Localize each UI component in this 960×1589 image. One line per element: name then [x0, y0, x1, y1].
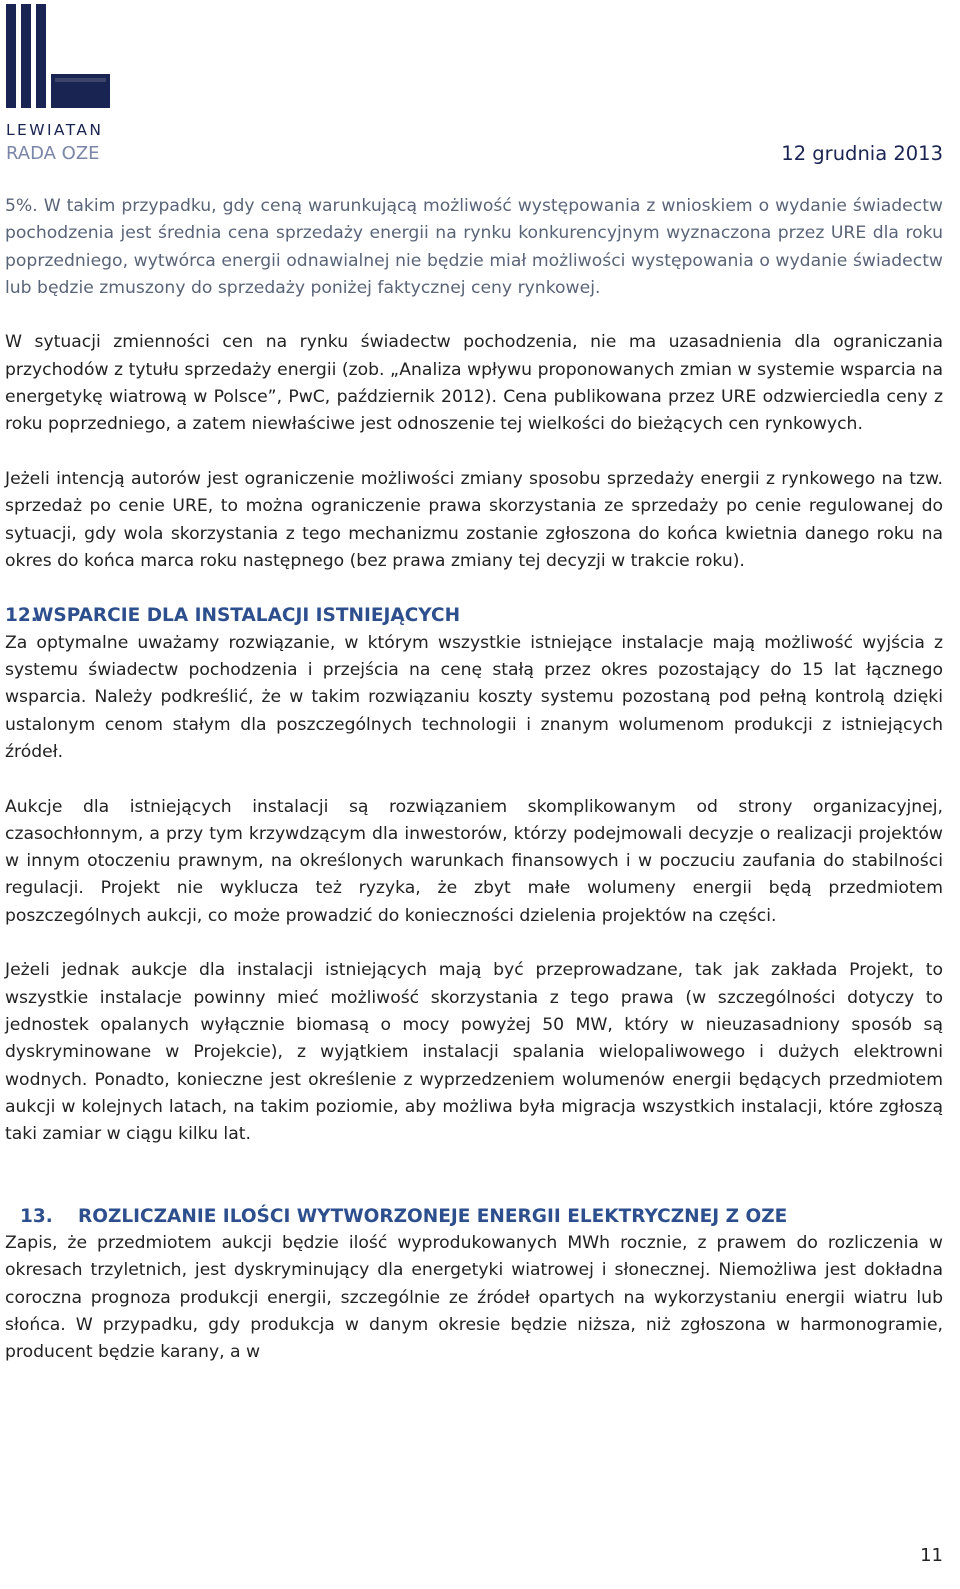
- paragraph-regulated-sale: Jeżeli intencją autorów jest ograniczenie możliwości zmiany sposobu sprzedaży energii z rynkowego na tzw. sprzedaż po cenie URE, to można ograniczenie prawa skorzystania ze sprzedaży po cenie regulowanej do sytuacji, gdy wola skorzystania z tego mechanizmu zostanie zgłoszona do końca kwietnia danego roku na okres do końca marca roku następnego (bez prawa zmiany tej decyzji w trakcie roku).: [5, 468, 943, 571]
- page-header: [0, 0, 960, 175]
- logo-subtitle: RADA OZE: [6, 143, 100, 164]
- section-12-paragraph-1: Za optymalne uważamy rozwiązanie, w którym wszystkie istniejące instalacje mają możliwość wyjścia z systemu świadectw pochodzenia i przejścia na cenę stałą przez okres pozostający do 15 lat łącznego wsparcia. Należy podkreślić, że w takim rozwiązaniu koszty systemu pozostaną pod pełną kontrolą dzięki ustalonym cenom stałym dla poszczególnych technologii i znanym wolumenom produkcji z istniejących źródeł.: [5, 632, 943, 762]
- section-12-number: 12.: [5, 605, 38, 627]
- document-body: [5, 193, 943, 1366]
- section-13-heading: [5, 1203, 943, 1230]
- section-12-paragraph-3: Jeżeli jednak aukcje dla instalacji istniejących mają być przeprowadzane, tak jak zakłada Projekt, to wszystkie instalacje powinny mieć możliwość skorzystania z tego prawa (w szczególności dotyczy to jednostek opalanych wyłącznie biomasą o mocy powyżej 50 MW, który w nieuzasadniony sposób są dyskryminowane w Projekcie), z wyjątkiem instalacji spalania wielopaliwowego i dużych elektrowni wodnych. Ponadto, konieczne jest określenie z wyprzedzeniem wolumenów energii będących przedmiotem aukcji w kolejnych latach, na takim poziomie, aby możliwa była migracja wszystkich instalacji, które zgłoszą taki zamiar w ciągu kilku lat.: [5, 960, 943, 1145]
- page-number: 11: [920, 1545, 943, 1566]
- paragraph-threshold-price: 5%. W takim przypadku, gdy ceną warunkującą możliwość występowania z wnioskiem o wydanie świadectw pochodzenia jest średnia cena sprzedaży energii na rynku konkurencyjnym wyznaczona przez URE dla roku poprzedniego, wytwórca energii odnawialnej nie będzie miał możliwości występowania o wydanie świadectw lub będzie zmuszony do sprzedaży poniżej faktycznej ceny rynkowej.: [5, 196, 943, 298]
- section-spacer: [5, 1176, 943, 1203]
- document-date: 12 grudnia 2013: [781, 142, 943, 165]
- section-13-paragraph-1: Zapis, że przedmiotem aukcji będzie ilość wyprodukowanych MWh rocznie, z prawem do rozliczenia w okresach trzyletnich, jest dyskryminujący dla energetyki wiatrowej i słonecznej. Niemożliwa jest dokładna coroczna prognoza produkcji energii, szczególnie ze źródeł opartych na wykorzystaniu energii wiatru lub słońca. W przypadku, gdy produkcja w danym okresie będzie niższa, niż zgłoszona w harmonogramie, producent będzie karany, a w: [5, 1232, 943, 1363]
- section-12-paragraph-2: Aukcje dla istniejących instalacji są rozwiązaniem skomplikowanym od strony organizacyjnej, czasochłonnym, a przy tym krzywdzącym dla inwestorów, którzy podejmowali decyzje o realizacji projektów w innym otoczeniu prawnym, na określonych warunkach finansowych i w poczuciu zaufania do stabilności regulacji. Projekt nie wyklucza też ryzyka, że zbyt małe wolumeny energii będą przedmiotem poszczególnych aukcji, co może prowadzić do konieczności dzielenia projektów na części.: [5, 796, 943, 926]
- logo-wordmark: LEWIATAN: [6, 121, 104, 139]
- paragraph-price-volatility: W sytuacji zmienności cen na rynku świadectw pochodzenia, nie ma uzasadnienia dla ograniczania przychodów z tytułu sprzedaży energii (zob. „Analiza wpływu proponowanych zmian w systemie wsparcia na energetykę wiatrową w Polsce”, PwC, październik 2012). Cena publikowana przez URE odzwierciedla ceny z roku poprzedniego, a zatem niewłaściwe jest odnoszenie tej wielkości do bieżących cen rynkowych.: [5, 332, 943, 435]
- section-12-title: WSPARCIE DLA INSTALACJI ISTNIEJĄCYCH: [33, 605, 461, 627]
- section-13-title: ROZLICZANIE ILOŚCI WYTWORZONEJE ENERGII ELEKTRYCZNEJ Z OZE: [78, 1205, 788, 1227]
- section-12-heading: [5, 602, 943, 629]
- lewiatan-logo-icon: [6, 4, 110, 112]
- section-13-number: 13.: [20, 1205, 53, 1227]
